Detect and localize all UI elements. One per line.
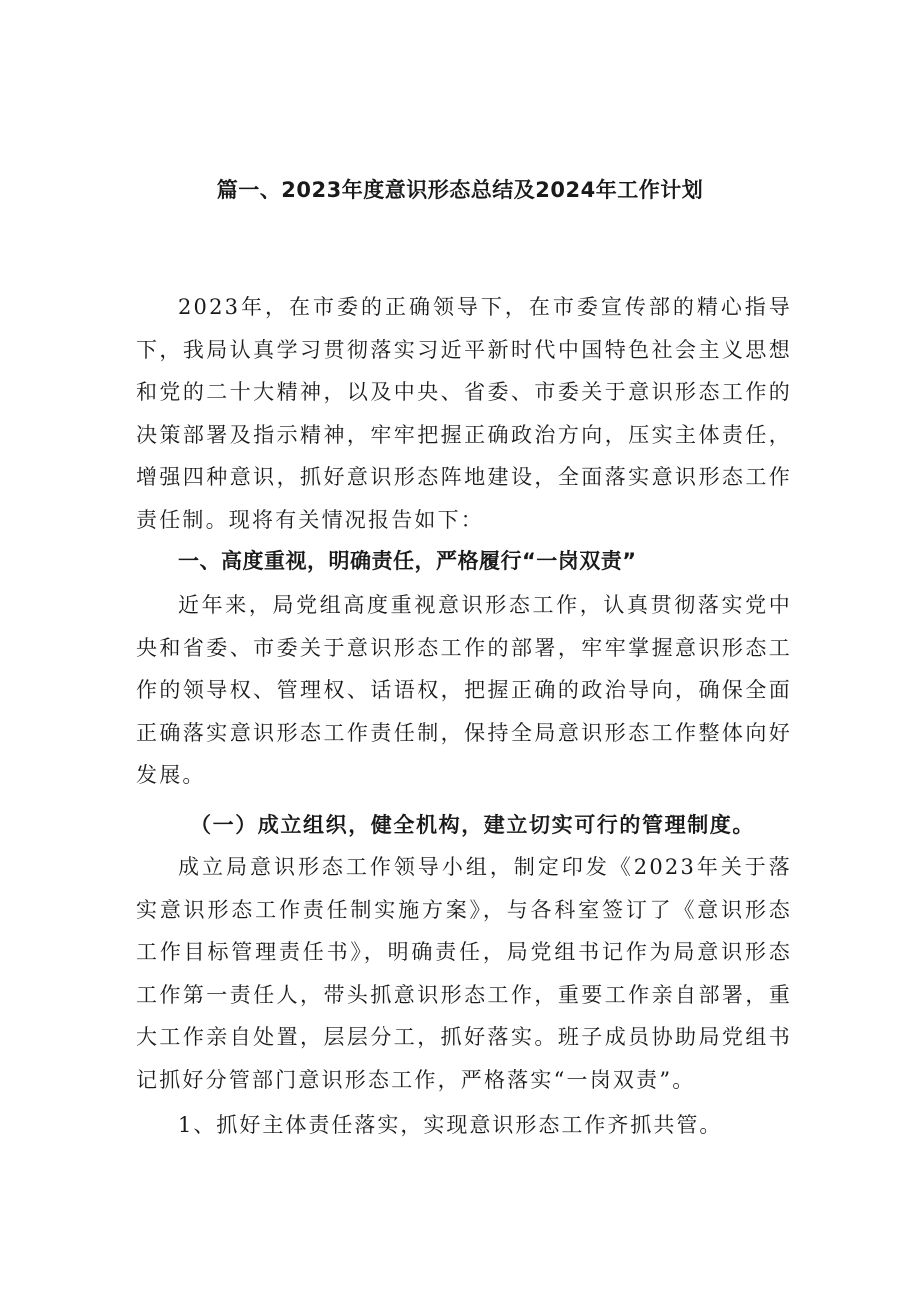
section-1-paragraph: 近年来，局党组高度重视意识形态工作，认真贯彻落实党中央和省委、市委关于意识形态工作的部署，牢牢掌握意识形态工作的领导权、管理权、话语权，把握正确的政治导向，确保全面正确落实意识形态工作责任制，保持全局意识形态工作整体向好发展。: [136, 593, 792, 788]
document-title: 篇一、2023年度意识形态总结及2024年工作计划: [216, 178, 704, 202]
subsection-1-heading: （一）成立组织，健全机构，建立切实可行的管理制度。: [190, 812, 755, 837]
section-1-heading: 一、高度重视，明确责任，严格履行“一岗双责”: [178, 549, 637, 573]
list-item-1: 1、抓好主体责任落实，实现意识形态工作齐抓共管。: [178, 1113, 723, 1137]
intro-paragraph: 2023年，在市委的正确领导下，在市委宣传部的精心指导下，我局认真学习贯彻落实习近平新时代中国特色社会主义思想和党的二十大精神，以及中央、省委、市委关于意识形态工作的决策部署及指示精神，牢牢把握正确政治方向，压实主体责任，增强四种意识，抓好意识形态阵地建设，全面落实意识形态工作责任制。现将有关情况报告如下：: [136, 295, 792, 532]
subsection-1-paragraph: 成立局意识形态工作领导小组，制定印发《2023年关于落实意识形态工作责任制实施方案》，与各科室签订了《意识形态工作目标管理责任书》，明确责任，局党组书记作为局意识形态工作第一责任人，带头抓意识形态工作，重要工作亲自部署，重大工作亲自处置，层层分工，抓好落实。班子成员协助局党组书记抓好分管部门意识形态工作，严格落实“一岗双责”。: [136, 855, 792, 1092]
